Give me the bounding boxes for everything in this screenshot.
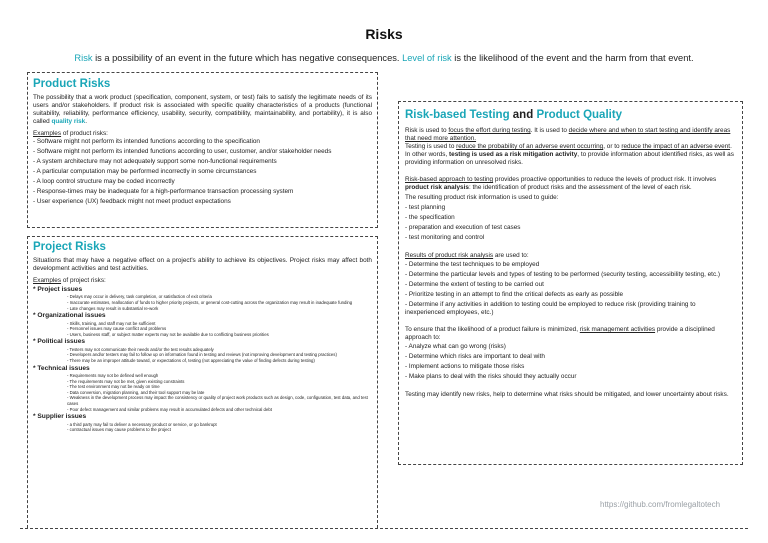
results-list bbox=[405, 261, 736, 317]
quality-risk-term: quality risk bbox=[51, 118, 86, 125]
list-item: - test planning bbox=[405, 204, 446, 211]
text-underlined: focus the effort during testing bbox=[448, 127, 531, 134]
list-item: - Late changes may result in substantial re-work bbox=[67, 305, 159, 311]
list-item: - A particular computation may be performed incorrectly in some circumstances bbox=[33, 168, 257, 175]
rbt-paragraph-2 bbox=[405, 143, 736, 167]
list-item: - Weakness in the development process may impact the consistency or quality of project work products such as design, code, configuration, test data, and test cases bbox=[67, 395, 368, 406]
text-underlined: reduce the probability of an adverse event occurring bbox=[456, 143, 604, 150]
text-underlined: reduce the impact of an adverse event bbox=[621, 143, 731, 150]
definition-text: The possibility that a work product (specification, component, system, or test) fails to satisfy the legitimate needs of its users and/or stakeholders. If product risk is associated with specific quality characteristics of a products (functional suitability, reliability, performance efficiency, usability, security, compatibility, maintainability, and portability), it is also called bbox=[33, 94, 372, 125]
page-title: Risks bbox=[365, 26, 403, 42]
footer-link[interactable]: https://github.com/fromlegaltotech bbox=[600, 500, 721, 509]
project-risks-box bbox=[27, 236, 378, 528]
text: provide a disciplined approach to: bbox=[405, 326, 715, 341]
examples-suffix: of project risks: bbox=[61, 277, 106, 284]
results-intro bbox=[405, 252, 736, 260]
definition-end: . bbox=[85, 118, 88, 125]
product-risks-list bbox=[33, 138, 372, 206]
list-item: - Testers may not communicate their needs and/or the test results adequately bbox=[67, 346, 214, 352]
category-organizational-issues: * Organizational issues bbox=[33, 312, 106, 320]
text-bold: product risk analysis bbox=[405, 184, 469, 191]
text: Testing is used to bbox=[405, 143, 457, 150]
text: provides proactive opportunities to reduce the levels of product risk. It involves bbox=[493, 176, 717, 183]
text-underlined: Risk-based approach to testing bbox=[405, 176, 494, 183]
list-item: - Determine the particular levels and types of testing to be performed (security testing, accessibility testing, etc.) bbox=[405, 271, 721, 278]
list-item: - contractual issues may cause problems to the project bbox=[67, 427, 171, 433]
rbt-closing: Testing may identify new risks, help to determine what risks should be mitigated, and lower uncertainty about risks. bbox=[405, 391, 729, 398]
list-item: - Analyze what can go wrong (risks) bbox=[405, 343, 506, 350]
category-project-issues: * Project issues bbox=[33, 286, 83, 293]
product-risks-definition bbox=[33, 94, 372, 126]
text: . In other words, bbox=[405, 143, 732, 158]
category-technical-issues: * Technical issues bbox=[33, 364, 90, 372]
list-item: - User experience (UX) feedback might not meet product expectations bbox=[33, 198, 231, 205]
examples-word: Examples bbox=[33, 277, 62, 284]
list-item: - There may be an improper attitude toward, or expectations of, testing (not appreciating the value of finding defects during testing) bbox=[67, 357, 315, 363]
text: , to provide information about identified risks, as well as providing information on unresolved risks. bbox=[405, 151, 734, 166]
risk-definition: is a possibility of an event in the future which has negative consequences. bbox=[92, 53, 403, 63]
guide-list bbox=[405, 204, 736, 242]
list-item: - Prioritize testing in an attempt to find the critical defects as early as possible bbox=[405, 291, 624, 298]
product-risks-box bbox=[27, 72, 378, 228]
list-item: - A loop control structure may be coded incorrectly bbox=[33, 178, 175, 185]
text: To ensure that the likelihood of a product failure is minimized, bbox=[405, 326, 580, 333]
text: : the identification of product risks and the assessment of the level of each risk. bbox=[468, 184, 692, 191]
category-supplier-issues: * Supplier issues bbox=[33, 413, 87, 421]
rbt-heading-part2: Product Quality bbox=[536, 109, 623, 121]
mgmt-intro bbox=[405, 326, 736, 342]
list-item: - test monitoring and control bbox=[405, 234, 485, 241]
rbt-heading bbox=[405, 109, 736, 121]
list-item: - Software might not perform its intended functions according to the specification bbox=[33, 138, 260, 145]
examples-suffix: of product risks: bbox=[61, 130, 108, 137]
list-item: - Delays may occur in delivery, task completion, or satisfaction of exit criteria bbox=[67, 294, 212, 300]
intro-line bbox=[0, 53, 768, 63]
level-of-risk-term: Level of risk bbox=[402, 53, 452, 63]
list-item: - Inaccurate estimates, reallocation of funds to higher priority projects, or general cost-cutting across the organization may result in inadequate funding bbox=[67, 300, 353, 305]
risk-based-testing-box bbox=[398, 101, 743, 465]
list-item: - Users, business staff, or subject matter experts may not be available due to conflicting business priorities bbox=[67, 331, 269, 337]
product-risks-heading: Product Risks bbox=[33, 78, 111, 90]
project-examples-label bbox=[33, 277, 372, 285]
product-examples-label bbox=[33, 130, 372, 138]
list-item: - Make plans to deal with the risks should they actually occur bbox=[405, 373, 577, 380]
examples-word: Examples bbox=[33, 130, 62, 137]
rbt-paragraph-1 bbox=[405, 127, 736, 143]
list-item: - Personnel issues may cause conflict and problems bbox=[67, 326, 167, 332]
list-item: - Determine the extent of testing to be carried out bbox=[405, 281, 544, 288]
mgmt-list bbox=[405, 343, 736, 381]
list-item: - Data conversion, migration planning, and their tool support may be late bbox=[67, 389, 205, 395]
risk-term: Risk bbox=[74, 53, 93, 63]
list-item: - A system architecture may not adequately support some non-functional requirements bbox=[33, 158, 277, 165]
project-risks-heading: Project Risks bbox=[33, 241, 106, 253]
project-risks-definition: Situations that may have a negative effect on a project's ability to achieve its objectives. Project risks may affect both development activities and test activities. bbox=[33, 257, 372, 272]
list-item: - Response-times may be inadequate for a high-performance transaction processing system bbox=[33, 188, 294, 195]
rbt-heading-and: and bbox=[509, 109, 537, 121]
list-item: - Developers and/or testers may fail to follow up on information found in testing and reviews (not improving development and testing practices) bbox=[67, 352, 337, 358]
rbt-paragraph-3 bbox=[405, 176, 736, 192]
list-item: - Determine if any activities in addition to testing could be employed to reduce risk (providing training to inexperienced employees, etc.) bbox=[405, 301, 696, 316]
text: are used to: bbox=[493, 252, 529, 259]
list-item: - The requirements may not be met, given existing constraints bbox=[67, 378, 185, 384]
list-item: - Implement actions to mitigate those risks bbox=[405, 363, 525, 370]
list-item: - Poor defect management and similar problems may result in accumulated defects and other technical debt bbox=[67, 406, 272, 412]
category-political-issues: * Political issues bbox=[33, 338, 86, 346]
list-item: - a third party may fail to deliver a necessary product or service, or go bankrupt bbox=[67, 421, 217, 427]
rbt-heading-part1: Risk-based Testing bbox=[405, 109, 510, 121]
bottom-divider bbox=[20, 528, 748, 529]
text-underlined: Results of product risk analysis bbox=[405, 252, 494, 259]
text: , or to bbox=[603, 143, 622, 150]
text-bold: testing is used as a risk mitigation activity bbox=[449, 151, 578, 158]
list-item: - Determine the test techniques to be employed bbox=[405, 261, 540, 268]
list-item: - the specification bbox=[405, 214, 455, 221]
text-underlined: risk management activities bbox=[579, 326, 656, 333]
text: Risk is used to bbox=[405, 127, 449, 134]
list-item: - Software might not perform its intended functions according to user, customer, and/or stakeholder needs bbox=[33, 148, 332, 155]
list-item: - Skills, training, and staff may not be sufficient bbox=[67, 320, 156, 326]
list-item: - preparation and execution of test cases bbox=[405, 224, 521, 231]
guide-intro: The resulting product risk information is used to guide: bbox=[405, 194, 559, 201]
text-underlined: decide where and when to start testing and identify areas that need more attention. bbox=[405, 127, 731, 142]
level-of-risk-definition: is the likelihood of the event and the harm from that event. bbox=[451, 53, 694, 63]
text: . It is used to bbox=[530, 127, 569, 134]
list-item: - Determine which risks are important to deal with bbox=[405, 353, 545, 360]
list-item: - The test environment may not be ready on time bbox=[67, 384, 160, 390]
list-item: - Requirements may not be defined well enough bbox=[67, 372, 159, 378]
